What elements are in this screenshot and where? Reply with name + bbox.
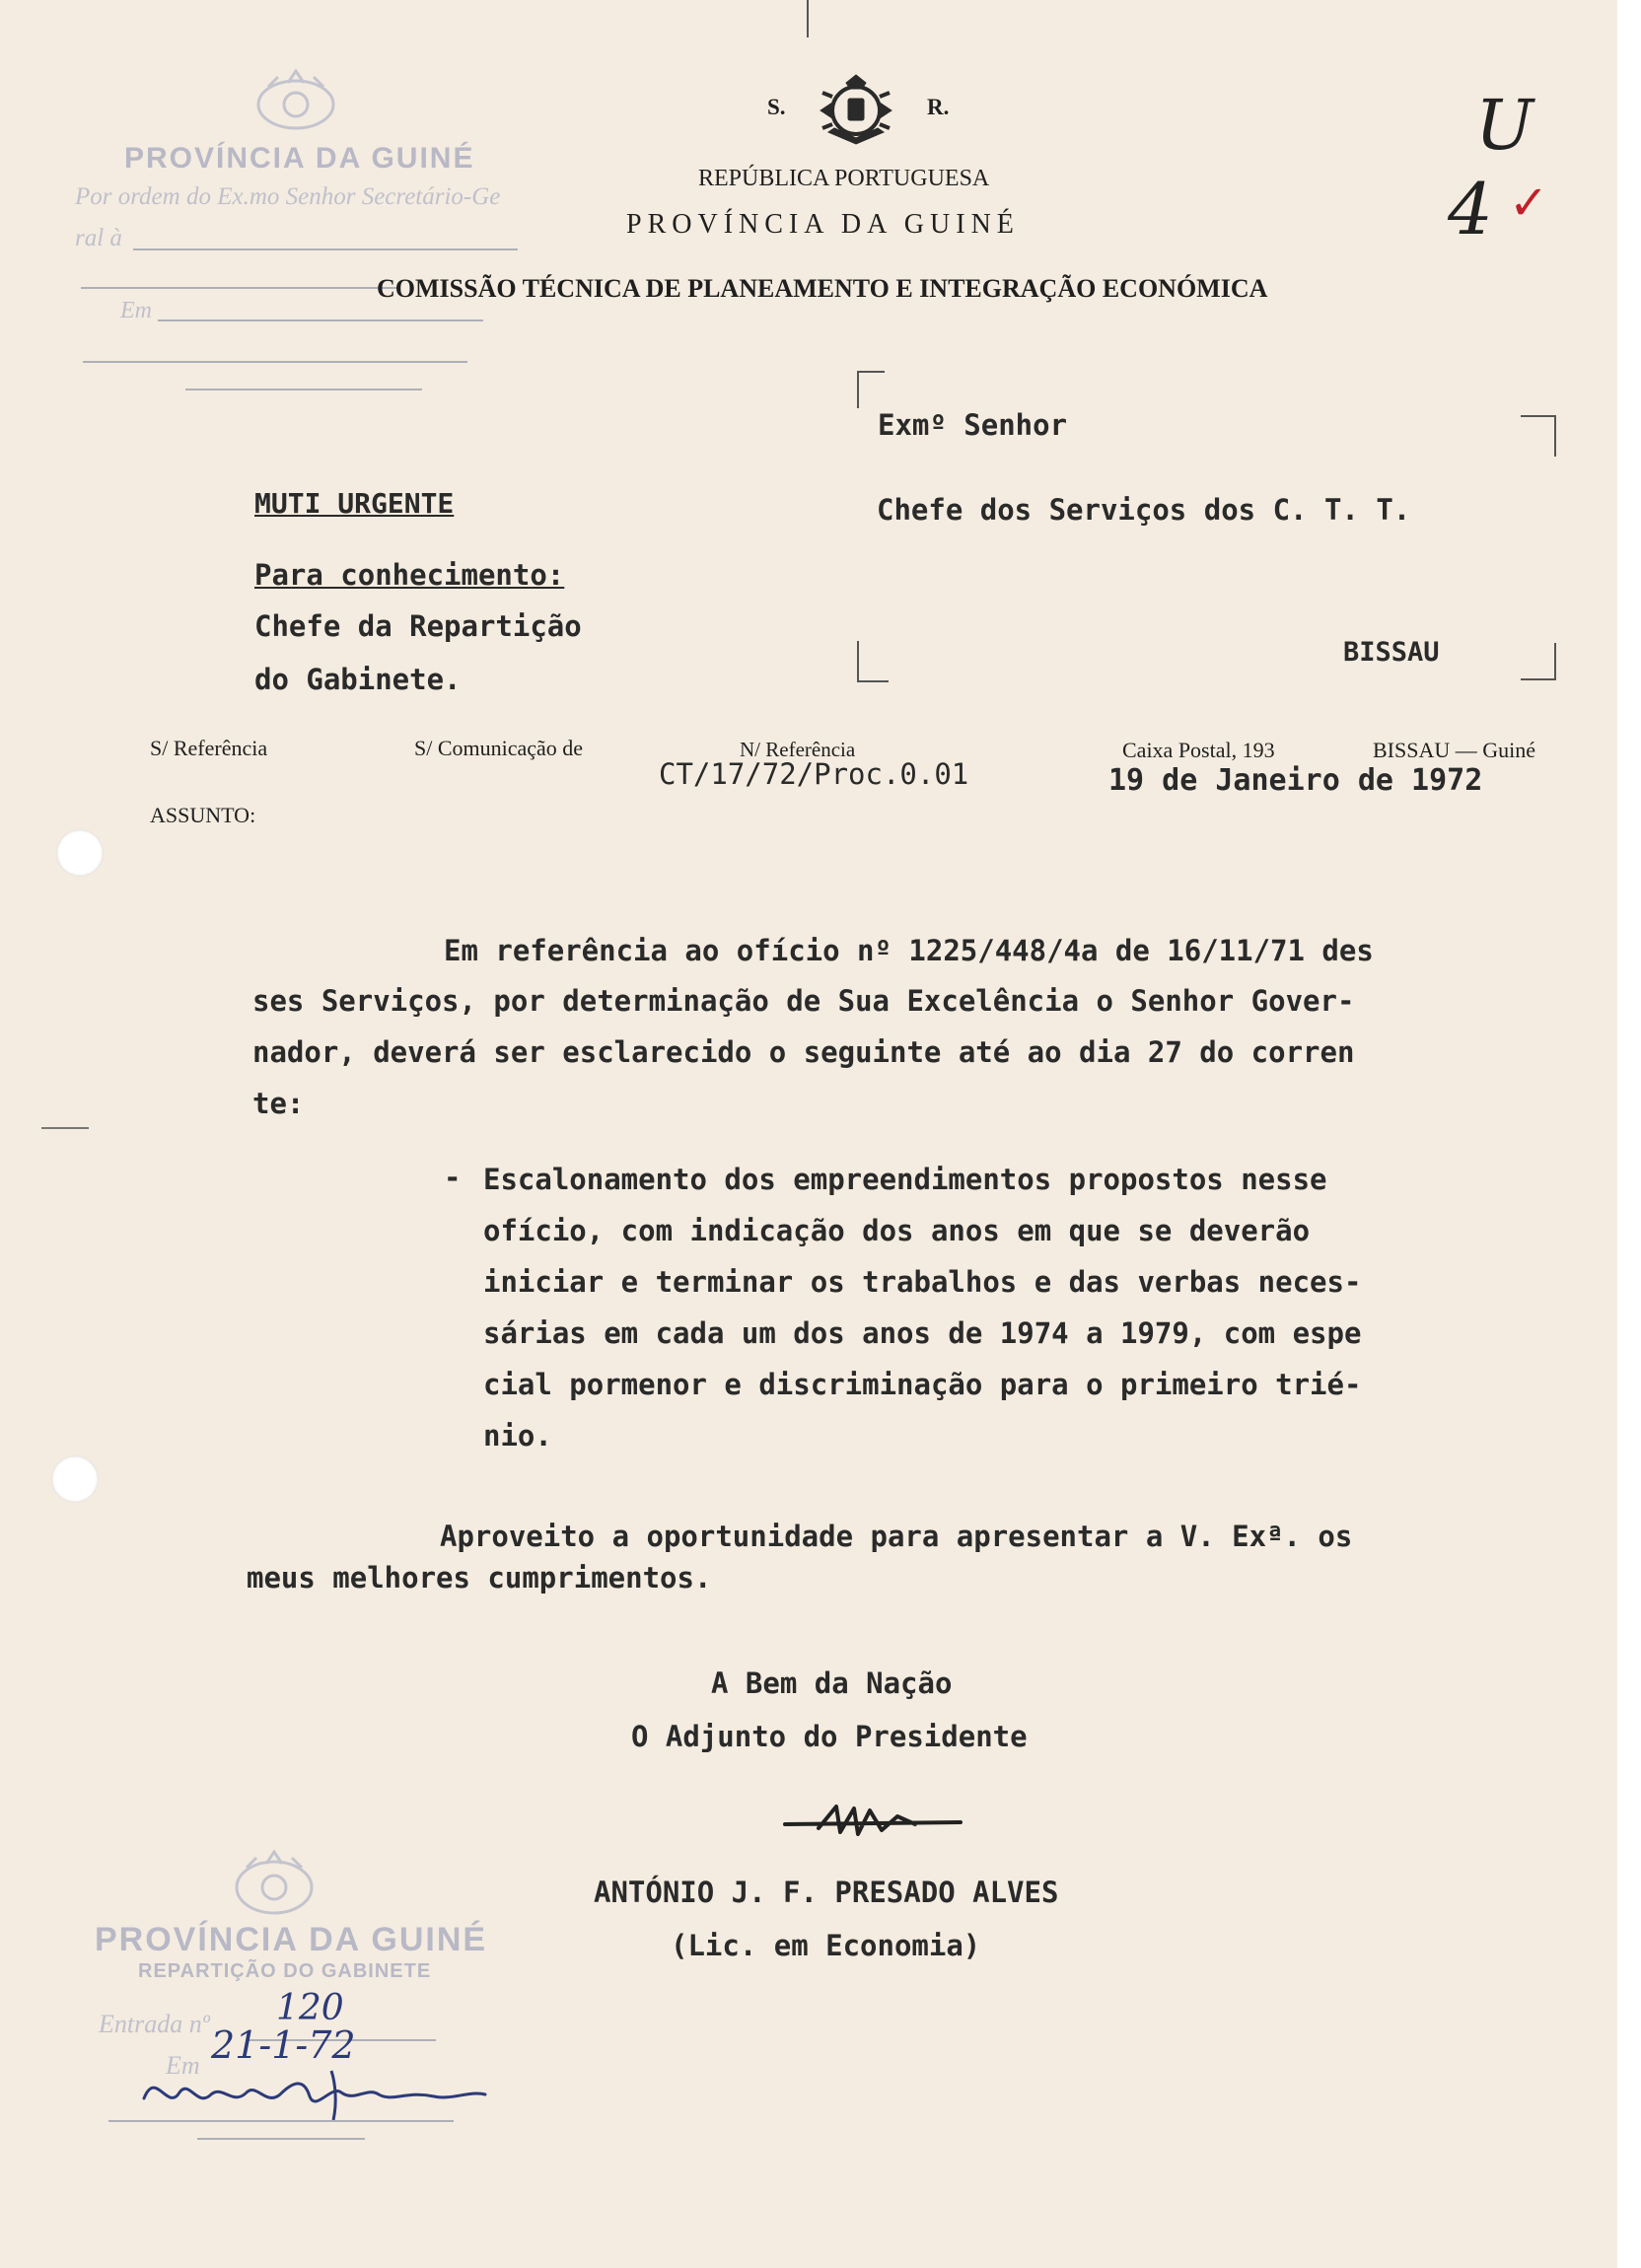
date-label: Em (166, 2051, 200, 2080)
fold-mark (807, 0, 809, 37)
date-value: 19 de Janeiro de 1972 (1108, 763, 1483, 798)
n-reference-label: N/ Referência (740, 738, 856, 761)
bullet-line5: cial pormenor e discriminação para o primeiro trié- (483, 1368, 1362, 1401)
punch-hole-bottom (51, 1455, 99, 1503)
stamp-rule-3 (158, 319, 483, 321)
stamp-rule-4 (83, 361, 467, 363)
handwritten-mark-4: 4 (1448, 168, 1493, 250)
body-p1-line4: te: (252, 1087, 305, 1120)
recipient-city: BISSAU (1343, 637, 1440, 668)
address-corner-tr (1521, 415, 1556, 457)
entry-number: 120 (276, 1988, 344, 2028)
s-reference-label: S/ Referência (150, 736, 268, 760)
coat-of-arms-icon (809, 73, 903, 148)
bottom-stamp-rule-1 (108, 2120, 454, 2122)
stamp-rule-5 (185, 389, 422, 390)
letterhead-commission: COMISSÃO TÉCNICA DE PLANEAMENTO E INTEGRAÇÃO ECONÓMICA (377, 274, 1268, 303)
cc-line2: do Gabinete. (254, 663, 462, 696)
urgency-label: MUTI URGENTE (254, 487, 455, 520)
stamp-rule-2 (81, 287, 396, 289)
recipient-salutation: Exmº Senhor (878, 408, 1068, 442)
top-stamp-line3: Em (120, 298, 152, 323)
bullet-line1: Escalonamento dos empreendimentos propostos nesse (483, 1163, 1327, 1196)
address-corner-bl (857, 641, 889, 682)
body-p1-line2: ses Serviços, por determinação de Sua Excelência o Senhor Gover- (252, 984, 1355, 1018)
crest-icon (227, 1850, 321, 1921)
letterhead-s: S. (767, 95, 786, 119)
bullet-line6: nio. (483, 1419, 552, 1453)
closing-role: O Adjunto do Presidente (631, 1720, 1028, 1753)
letterhead-province: PROVÍNCIA DA GUINÉ (626, 209, 1020, 240)
handwritten-check-icon: ✓ (1509, 176, 1549, 231)
margin-mark (41, 1127, 89, 1129)
city-label: BISSAU — Guiné (1373, 738, 1536, 762)
letterhead-r: R. (927, 95, 950, 119)
handwritten-signature-icon (138, 2063, 513, 2126)
handwritten-mark-u: U (1475, 85, 1534, 166)
body-p2-line1: Aproveito a oportunidade para apresentar a V. Exª. os (440, 1520, 1353, 1553)
bullet-marker: - (444, 1161, 462, 1194)
stamp-rule-1 (133, 248, 518, 250)
letterhead-republic: REPÚBLICA PORTUGUESA (698, 166, 990, 191)
signature-icon (779, 1795, 966, 1844)
s-communication-label: S/ Comunicação de (414, 736, 584, 760)
body-p1-line1: Em referência ao ofício nº 1225/448/4a de 16/11/71 des (444, 934, 1374, 967)
body-p1-line3: nador, deverá ser esclarecido o seguinte até ao dia 27 do corren (252, 1035, 1355, 1069)
bullet-line3: iniciar e terminar os trabalhos e das verbas neces- (483, 1265, 1362, 1299)
signatory-qualification: (Lic. em Economia) (671, 1929, 981, 1962)
address-corner-tl (857, 371, 885, 408)
entry-date: 21-1-72 (211, 2023, 356, 2067)
top-stamp-line2: ral à (75, 225, 122, 251)
signatory-name: ANTÓNIO J. F. PRESADO ALVES (594, 1876, 1059, 1909)
body-p2-line2: meus melhores cumprimentos. (247, 1561, 712, 1595)
recipient-title: Chefe dos Serviços dos C. T. T. (877, 493, 1411, 527)
top-stamp-title: PROVÍNCIA DA GUINÉ (124, 142, 475, 175)
n-reference-value: CT/17/72/Proc.0.01 (659, 757, 969, 791)
bottom-stamp-title: PROVÍNCIA DA GUINÉ (95, 1921, 488, 1958)
subject-label: ASSUNTO: (150, 803, 256, 827)
bullet-line2: ofício, com indicação dos anos em que se deverão (483, 1214, 1311, 1247)
punch-hole-top (56, 829, 104, 877)
cc-label: Para conhecimento: (254, 558, 565, 592)
bottom-stamp-rule-2 (197, 2138, 365, 2140)
bullet-line4: sárias em cada um dos anos de 1974 a 1979, com espe (483, 1316, 1362, 1350)
crest-icon (249, 69, 343, 136)
top-stamp-line1: Por ordem do Ex.mo Senhor Secretário-Ge (75, 183, 501, 210)
bottom-stamp-subtitle: REPARTIÇÃO DO GABINETE (138, 1960, 432, 1982)
entry-label: Entrada nº (99, 2010, 210, 2038)
cc-line1: Chefe da Repartição (254, 609, 582, 643)
postal-label: Caixa Postal, 193 (1122, 738, 1275, 762)
address-corner-br (1521, 643, 1556, 680)
closing-motto: A Bem da Nação (711, 1666, 953, 1700)
